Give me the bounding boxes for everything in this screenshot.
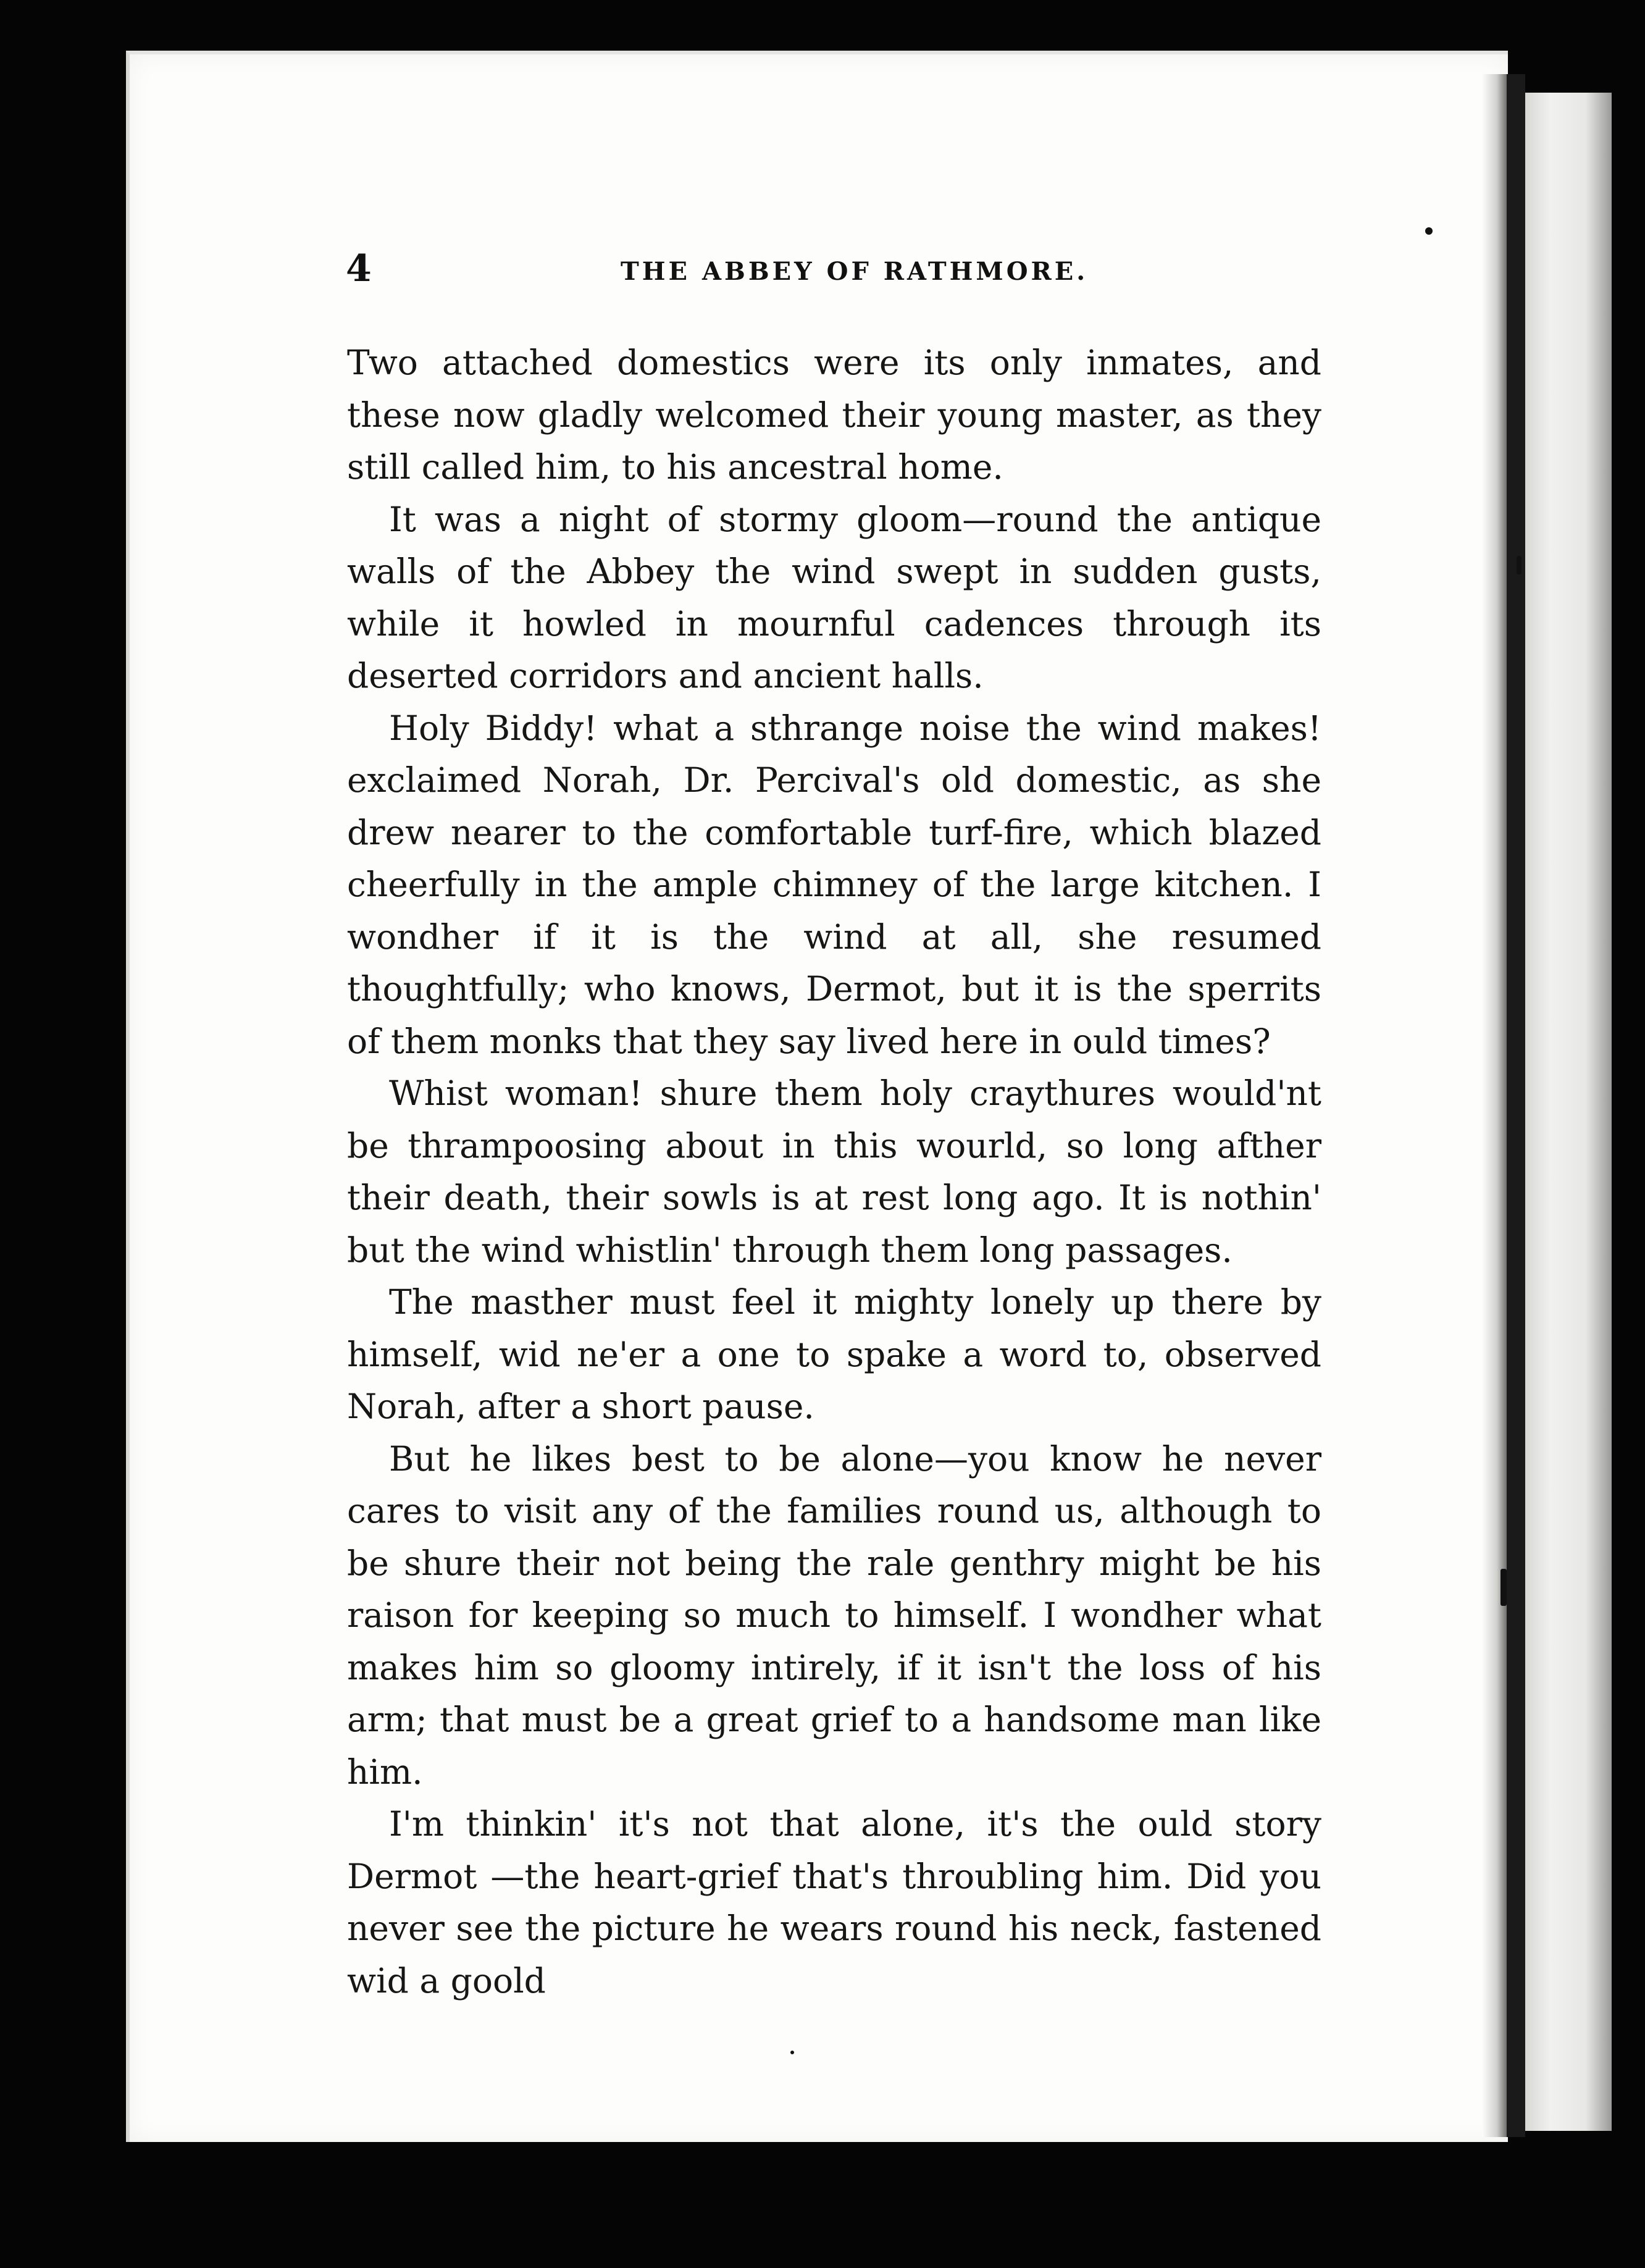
paragraph: But he likes best to be alone—you know he never cares to visit any of the families round us, although to be shure their not being the rale genthry might be his raison for keeping so much to himself. I wondher what makes him so gloomy intirely, if it isn't the loss of his arm; that must be a great grief to a handsome man like him. xyxy=(347,1438,1321,1792)
scan-speck xyxy=(790,2051,794,2054)
paragraph: It was a night of stormy gloom—round the antique walls of the Abbey the wind swept in sudden gusts, while it howled in mournful cadences through its deserted corridors and ancient halls. xyxy=(347,499,1321,695)
page-number: 4 xyxy=(346,247,372,290)
page-fold-shadow xyxy=(1482,74,1507,2137)
paragraph: Two attached domestics were its only inmates, and these now gladly welcomed their young master, as they still called him, to his ancestral home. xyxy=(347,343,1321,487)
paragraph: The masther must feel it mighty lonely up there by himself, wid ne'er a one to spake a word to, observed Norah, after a short pause. xyxy=(347,1282,1321,1426)
paragraph: Holy Biddy! what a sthrange noise the wind makes! exclaimed Norah, Dr. Percival's old domestic, as she drew nearer to the comfortable turf-fire, which blazed cheerfully in the ample chimney of the large kitchen. I wondher if it is the wind at all, she resumed thoughtfully; who knows, Dermot, but it is the sperrits of them monks that they say lived here in ould times? xyxy=(347,708,1321,1061)
binding-gutter xyxy=(1507,74,1525,2137)
scan-speck xyxy=(1501,1569,1507,1606)
facing-page-edge xyxy=(1525,93,1612,2131)
body-text xyxy=(347,337,1321,2007)
scan-speck xyxy=(1425,227,1433,235)
paragraph: I'm thinkin' it's not that alone, it's the ould story Dermot —the heart-grief that's throubling him. Did you never see the picture he wears round his neck, fastened wid a goold xyxy=(347,1804,1321,2001)
paragraph: Whist woman! shure them holy craythures would'nt be thrampoosing about in this wourld, so long afther their death, their sowls is at rest long ago. It is nothin' but the wind whistlin' through them long passages. xyxy=(347,1073,1321,1270)
running-title: THE ABBEY OF RATHMORE. xyxy=(621,257,1089,286)
scan-speck xyxy=(1517,556,1522,574)
page-header xyxy=(346,247,1334,296)
